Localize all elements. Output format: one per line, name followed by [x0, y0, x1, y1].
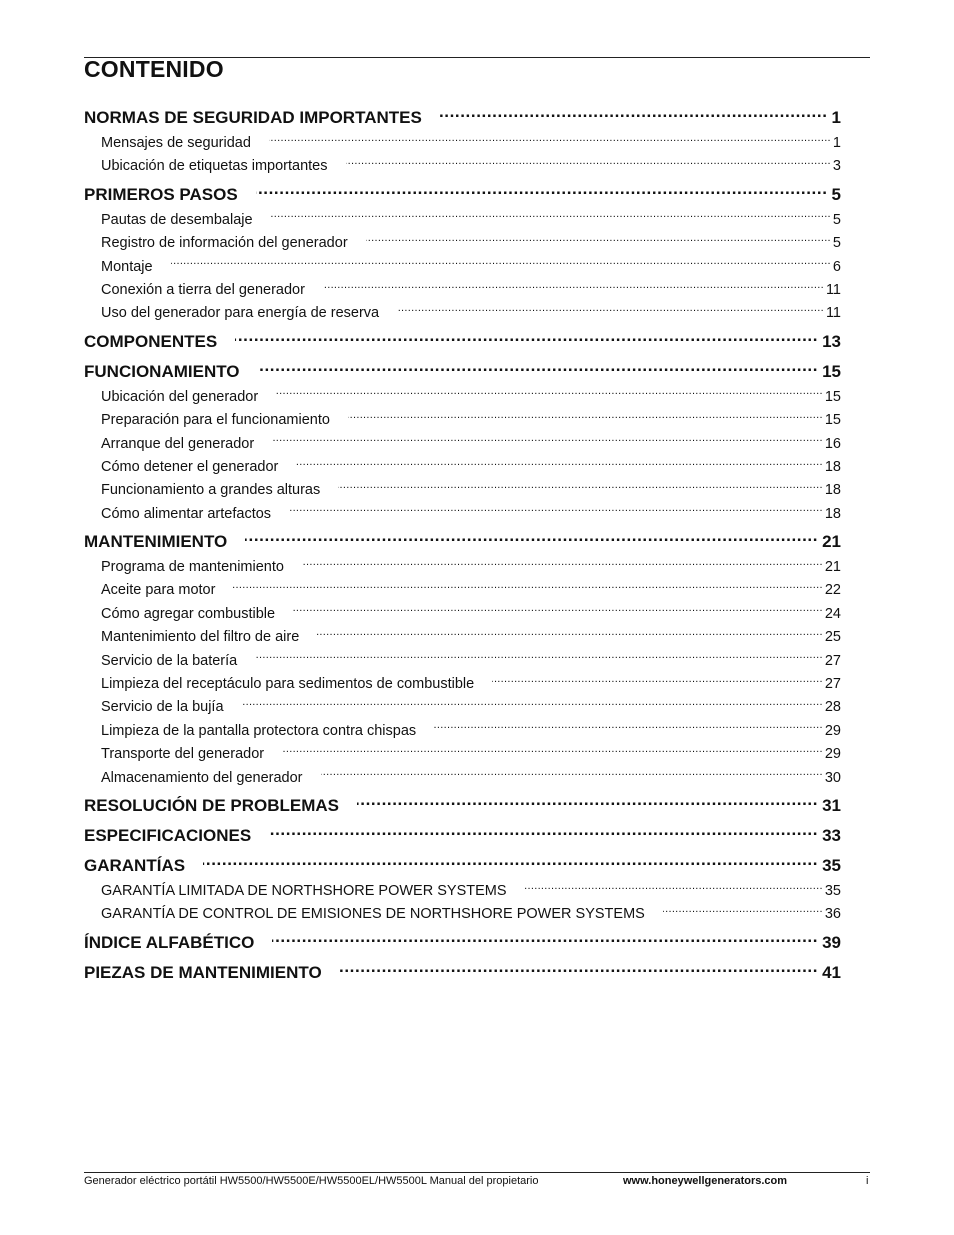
dot-leader	[366, 233, 831, 248]
toc-subentry-page: 21	[824, 559, 841, 576]
toc-subentry	[84, 743, 841, 766]
dot-leader	[289, 503, 823, 518]
toc-section-label: MANTENIMIENTO	[84, 532, 228, 552]
toc-subentry-page: 11	[825, 281, 841, 298]
toc-subentry	[84, 479, 841, 502]
dot-leader	[271, 209, 831, 224]
toc-subentry-label: Limpieza de la pantalla protectora contra chispas	[101, 722, 417, 739]
toc-section-page: 41	[822, 962, 841, 982]
dot-leader	[203, 854, 818, 871]
toc-subentry	[84, 880, 841, 903]
toc-subentry	[84, 503, 841, 526]
footer-url: www.honeywellgenerators.com	[623, 1175, 788, 1187]
toc-subentry-page: 18	[824, 458, 841, 475]
toc-subentry-label: Limpieza del receptáculo para sedimentos de combustible	[101, 676, 475, 693]
toc-subentry-label: Mensajes de seguridad	[101, 135, 251, 151]
toc-section-label: FUNCIONAMIENTO	[84, 361, 240, 381]
toc-section-label: ESPECIFICACIONES	[84, 825, 252, 845]
dot-leader	[235, 330, 818, 347]
toc-subentry-label: GARANTÍA LIMITADA DE NORTHSHORE POWER SYSTEMS	[101, 882, 507, 899]
toc-subentry-page: 18	[824, 505, 841, 522]
toc-section-page: 35	[822, 855, 841, 875]
dot-leader	[321, 767, 823, 782]
toc-subentry-label: Registro de información del generador	[101, 235, 348, 252]
dot-leader	[272, 433, 823, 448]
toc-section-label: COMPONENTES	[84, 331, 218, 351]
toc-subentry-page: 30	[824, 769, 841, 786]
toc-subentry-page: 5	[832, 211, 841, 228]
dot-leader	[255, 650, 823, 665]
dot-leader	[245, 530, 818, 547]
dot-leader	[346, 156, 831, 171]
toc-section-page: 5	[831, 184, 841, 204]
toc-subentry	[84, 279, 841, 302]
dot-leader	[282, 744, 823, 759]
dot-leader	[440, 106, 828, 123]
dot-leader	[434, 720, 823, 735]
dot-leader	[256, 183, 828, 200]
toc-subentry-label: Programa de mantenimiento	[101, 559, 284, 576]
toc-subentry-label: Montaje	[101, 258, 153, 275]
dot-leader	[357, 794, 818, 811]
toc-subentry-page: 28	[824, 699, 841, 716]
toc-subentry-page: 18	[824, 482, 841, 499]
toc-subentry-page: 3	[832, 158, 841, 175]
toc-subentry-page: 15	[824, 412, 841, 429]
toc-subentry	[84, 132, 841, 155]
toc-subentry-page: 22	[824, 582, 841, 599]
dot-leader	[242, 697, 823, 712]
toc-subentry-label: GARANTÍA DE CONTROL DE EMISIONES DE NORTHSHORE POWER SYSTEMS	[101, 906, 645, 923]
toc-subentry-page: 16	[824, 435, 841, 452]
dot-leader	[525, 880, 823, 895]
footer-manual-title: Generador eléctrico portátil HW5500/HW5500E/HW5500EL/HW5500L Manual del propietario	[84, 1175, 539, 1187]
toc-subentry	[84, 456, 841, 479]
toc-subentry-page: 15	[824, 388, 841, 405]
toc-subentry	[84, 767, 841, 790]
dot-leader	[272, 931, 818, 948]
toc-section-entry	[84, 822, 841, 850]
toc-subentry-page: 27	[824, 652, 841, 669]
toc-section-label: RESOLUCIÓN DE PROBLEMAS	[84, 795, 340, 815]
toc-subentry-label: Cómo alimentar artefactos	[101, 505, 272, 522]
toc-subentry	[84, 579, 841, 602]
toc-subentry-label: Ubicación del generador	[101, 388, 259, 405]
toc-subentry-label: Arranque del generador	[101, 435, 255, 452]
toc-subentry	[84, 386, 841, 409]
toc-subentry-label: Pautas de desembalaje	[101, 211, 253, 228]
toc-subentry-page: 29	[824, 722, 841, 739]
toc-section-page: 15	[822, 361, 841, 381]
dot-leader	[276, 386, 823, 401]
toc-section-entry	[84, 181, 841, 209]
toc-subentry-label: Conexión a tierra del generador	[101, 281, 305, 298]
toc-section-page: 1	[831, 108, 841, 127]
dot-leader	[258, 360, 819, 377]
toc-section-entry	[84, 358, 841, 386]
toc-subentry	[84, 720, 841, 743]
toc-section-label: ÍNDICE ALFABÉTICO	[84, 932, 255, 952]
toc-subentry-label: Mantenimiento del filtro de aire	[101, 629, 300, 646]
toc-subentry	[84, 696, 841, 719]
footer-rule	[84, 1172, 870, 1173]
dot-leader	[269, 133, 831, 148]
toc-subentry	[84, 409, 841, 432]
page-title: CONTENIDO	[84, 56, 224, 82]
toc-subentry-label: Uso del generador para energía de reserva	[101, 305, 380, 322]
dot-leader	[317, 627, 823, 642]
toc-subentry	[84, 232, 841, 255]
dot-leader	[293, 603, 823, 618]
toc-subentry	[84, 302, 841, 325]
toc-subentry-page: 29	[824, 746, 841, 763]
toc-subentry-page: 35	[824, 882, 841, 899]
toc-section-page: 31	[822, 795, 841, 815]
dot-leader	[397, 303, 824, 318]
toc-subentry-label: Cómo agregar combustible	[101, 605, 276, 622]
toc-section-label: NORMAS DE SEGURIDAD IMPORTANTES	[84, 108, 422, 127]
dot-leader	[296, 456, 823, 471]
toc-subentry-label: Preparación para el funcionamiento	[101, 412, 330, 429]
toc-section-label: GARANTÍAS	[84, 855, 186, 875]
toc-section-entry	[84, 929, 841, 957]
dot-leader	[233, 580, 822, 595]
toc-subentry-page: 5	[832, 235, 841, 252]
dot-leader	[348, 410, 823, 425]
table-of-contents	[84, 104, 841, 987]
toc-section-entry	[84, 528, 841, 556]
toc-subentry-label: Funcionamiento a grandes alturas	[101, 482, 321, 499]
toc-subentry-label: Ubicación de etiquetas importantes	[101, 158, 328, 175]
toc-subentry-page: 24	[824, 605, 841, 622]
toc-subentry-label: Cómo detener el generador	[101, 458, 279, 475]
toc-section-entry	[84, 852, 841, 880]
toc-section-label: PRIMEROS PASOS	[84, 184, 238, 204]
dot-leader	[340, 961, 818, 978]
toc-section-entry	[84, 959, 841, 987]
dot-leader	[171, 256, 831, 271]
toc-subentry-label: Servicio de la batería	[101, 652, 238, 669]
toc-section-entry	[84, 328, 841, 356]
toc-section-entry	[84, 792, 841, 820]
dot-leader	[338, 480, 823, 495]
toc-section-page: 39	[822, 932, 841, 952]
toc-subentry	[84, 155, 841, 178]
toc-subentry-page: 25	[824, 629, 841, 646]
toc-subentry-page: 1	[832, 135, 841, 151]
toc-subentry	[84, 556, 841, 579]
toc-subentry	[84, 209, 841, 232]
footer-page-number: i	[866, 1175, 869, 1187]
dot-leader	[302, 557, 823, 572]
toc-subentry	[84, 626, 841, 649]
toc-subentry-page: 27	[824, 676, 841, 693]
toc-subentry-label: Servicio de la bujía	[101, 699, 224, 716]
toc-subentry	[84, 603, 841, 626]
toc-section-page: 33	[822, 825, 841, 845]
dot-leader	[269, 824, 818, 841]
toc-subentry-label: Almacenamiento del generador	[101, 769, 303, 786]
toc-section-page: 21	[822, 532, 841, 552]
toc-subentry	[84, 433, 841, 456]
dot-leader	[323, 279, 824, 294]
toc-subentry-page: 6	[832, 258, 841, 275]
toc-subentry	[84, 256, 841, 279]
toc-subentry-label: Aceite para motor	[101, 582, 216, 599]
toc-subentry	[84, 903, 841, 926]
toc-subentry-page: 36	[824, 906, 841, 923]
toc-subentry-page: 11	[825, 305, 841, 322]
dot-leader	[663, 904, 823, 919]
toc-subentry-label: Transporte del generador	[101, 746, 265, 763]
toc-section-page: 13	[822, 331, 841, 351]
toc-subentry	[84, 673, 841, 696]
dot-leader	[492, 674, 823, 689]
toc-subentry	[84, 650, 841, 673]
toc-section-label: PIEZAS DE MANTENIMIENTO	[84, 962, 322, 982]
toc-section-entry	[84, 104, 841, 132]
